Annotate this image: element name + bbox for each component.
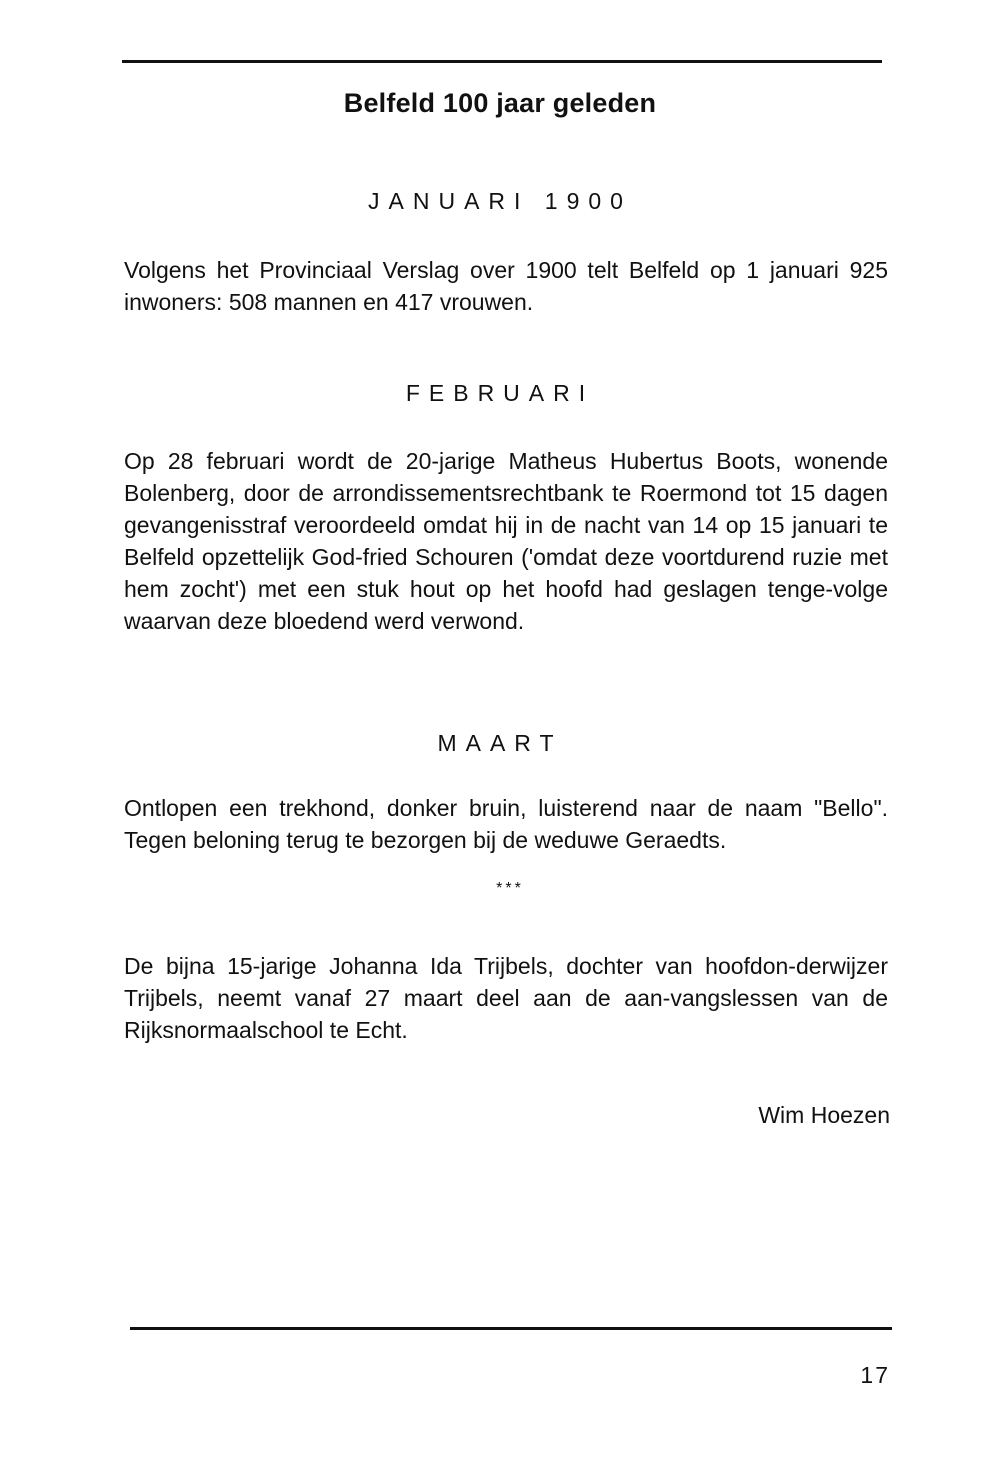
top-rule: [122, 60, 882, 63]
section-heading-februari: FEBRUARI: [405, 380, 595, 406]
author-signature: Wim Hoezen: [758, 1102, 890, 1128]
paragraph-maart-2: De bijna 15-jarige Johanna Ida Trijbels, dochter van hoofdon-derwijzer Trijbels, neemt vanaf 27 maart deel aan de aan-vangslessen van de Rijksnormaalschool te Echt.: [124, 953, 888, 1043]
paragraph-januari: Volgens het Provinciaal Verslag over 1900 telt Belfeld op 1 januari 925 inwoners: 508 mannen en 417 vrouwen.: [124, 257, 888, 315]
bottom-rule: [130, 1327, 892, 1330]
paragraph-februari: Op 28 februari wordt de 20-jarige Matheus Hubertus Boots, wonende Bolenberg, door de arrondissementsrechtbank te Roermond tot 15 dagen gevangenisstraf veroordeeld omdat hij in de nacht van 14 op 15 januari te Belfeld opzettelijk God-fried Schouren ('omdat deze voortdurend ruzie met hem zocht') met een stuk hout op het hoofd had geslagen tenge-volge waarvan deze bloedend werd verwond.: [124, 448, 888, 634]
paragraph-maart-1: Ontlopen een trekhond, donker bruin, luisterend naar de naam "Bello". Tegen beloning terug te bezorgen bij de weduwe Geraedts.: [124, 795, 888, 853]
page-number: 17: [860, 1362, 890, 1388]
section-heading-maart: MAART: [437, 730, 563, 756]
page-title: Belfeld 100 jaar geleden: [343, 88, 657, 118]
section-heading-januari: JANUARI 1900: [368, 188, 632, 214]
section-separator: ***: [496, 880, 524, 897]
